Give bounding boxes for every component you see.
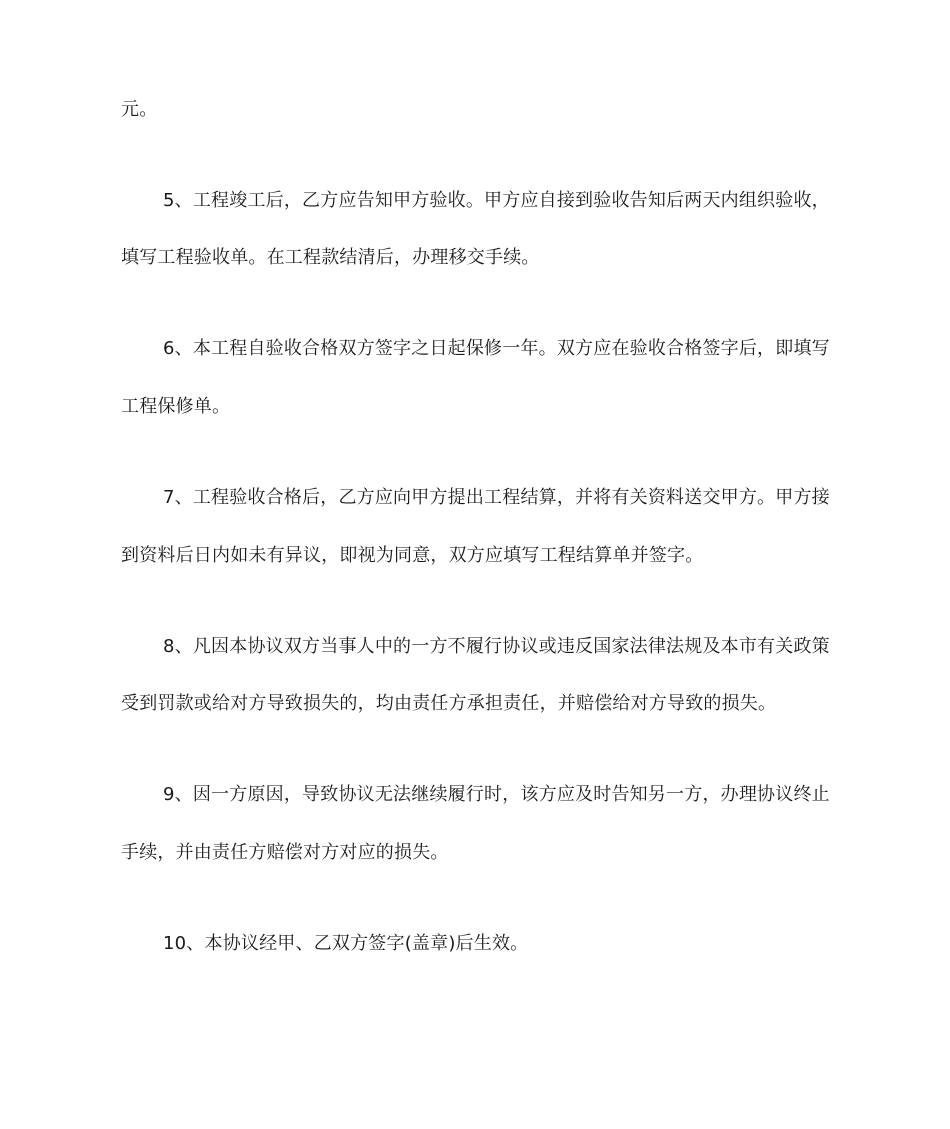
text-line-continuation: 元。 <box>121 99 158 120</box>
clause-9-line-1: 9、因一方原因，导致协议无法继续履行时，该方应及时告知另一方，办理协议终止 <box>163 784 830 805</box>
clause-5-line-1: 5、工程竣工后，乙方应告知甲方验收。甲方应自接到验收告知后两天内组织验收， <box>163 190 830 211</box>
clause-7-line-2: 到资料后日内如未有异议，即视为同意，双方应填写工程结算单并签字。 <box>121 545 704 566</box>
clause-7-line-1: 7、工程验收合格后，乙方应向甲方提出工程结算，并将有关资料送交甲方。甲方接 <box>163 487 830 508</box>
clause-6-line-1: 6、本工程自验收合格双方签字之日起保修一年。双方应在验收合格签字后，即填写 <box>163 338 830 359</box>
clause-5-line-2: 填写工程验收单。在工程款结清后，办理移交手续。 <box>121 247 540 268</box>
clause-10-line-1: 10、本协议经甲、乙双方签字(盖章)后生效。 <box>163 933 529 954</box>
clause-8-line-2: 受到罚款或给对方导致损失的，均由责任方承担责任，并赔偿给对方导致的损失。 <box>121 693 777 714</box>
clause-8-line-1: 8、凡因本协议双方当事人中的一方不履行协议或违反国家法律法规及本市有关政策 <box>163 636 830 657</box>
clause-6-line-2: 工程保修单。 <box>121 396 231 417</box>
clause-9-line-2: 手续，并由责任方赔偿对方对应的损失。 <box>121 842 449 863</box>
